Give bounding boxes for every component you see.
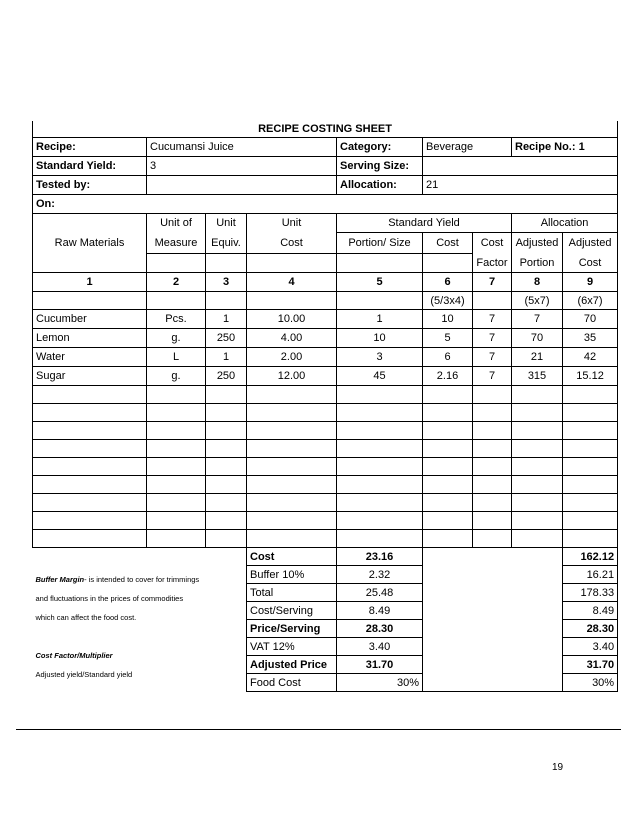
ingredient-item: Sugar xyxy=(33,367,147,386)
serving-size-label: Serving Size: xyxy=(337,157,423,176)
cost-header: Cost xyxy=(423,233,473,254)
summary-label: Adjusted Price xyxy=(247,656,337,674)
summary-label: Cost xyxy=(247,548,337,566)
ingredient-equiv: 1 xyxy=(206,310,247,329)
buffer-margin-title: Buffer Margin xyxy=(35,575,85,584)
tested-by-value xyxy=(147,176,337,195)
ingredient-measure: g. xyxy=(147,367,206,386)
buffer-margin-text: - is intended to cover for trimmings xyxy=(84,575,200,584)
formula-col8: (5x7) xyxy=(512,292,563,310)
ingredient-unit-cost: 4.00 xyxy=(247,329,337,348)
ingredient-adj-portion: 21 xyxy=(512,348,563,367)
formula-row xyxy=(33,292,618,310)
summary-label: Buffer 10% xyxy=(247,566,337,584)
ingredient-portion: 1 xyxy=(337,310,423,329)
adjusted-cost-header-bottom: Cost xyxy=(563,254,618,273)
raw-materials-header: Raw Materials xyxy=(33,214,147,273)
ingredient-measure: L xyxy=(147,348,206,367)
summary-allocation-value: 178.33 xyxy=(563,584,618,602)
equiv-header: Equiv. xyxy=(206,233,247,254)
on-label: On: xyxy=(33,195,618,214)
category-label: Category: xyxy=(337,138,423,157)
ingredient-row xyxy=(33,367,618,386)
empty-row xyxy=(33,422,618,440)
unit-cost-header-bottom: Cost xyxy=(247,233,337,254)
measure-header: Measure xyxy=(147,233,206,254)
empty-row xyxy=(33,494,618,512)
ingredient-cost: 2.16 xyxy=(423,367,473,386)
recipe-value: Cucumansi Juice xyxy=(147,138,337,157)
cost-factor-header-top: Cost xyxy=(473,233,512,254)
col-number: 2 xyxy=(147,273,206,292)
ingredient-row xyxy=(33,329,618,348)
category-value: Beverage xyxy=(423,138,512,157)
unit-header: Unit xyxy=(206,214,247,233)
empty-row xyxy=(33,530,618,548)
ingredient-adj-portion: 315 xyxy=(512,367,563,386)
cost-factor-text: Adjusted yield/Standard yield xyxy=(35,670,133,679)
ingredient-unit-cost: 12.00 xyxy=(247,367,337,386)
ingredient-adj-cost: 15.12 xyxy=(563,367,618,386)
allocation-header: Allocation xyxy=(512,214,618,233)
formula-col6: (5/3x4) xyxy=(423,292,473,310)
summary-allocation-value: 8.49 xyxy=(563,602,618,620)
col-number: 3 xyxy=(206,273,247,292)
summary-label: Cost/Serving xyxy=(247,602,337,620)
ingredient-unit-cost: 10.00 xyxy=(247,310,337,329)
ingredient-item: Water xyxy=(33,348,147,367)
col-number: 5 xyxy=(337,273,423,292)
ingredient-adj-cost: 35 xyxy=(563,329,618,348)
allocation-value: 21 xyxy=(423,176,618,195)
page-number: 19 xyxy=(552,762,564,773)
ingredient-factor: 7 xyxy=(473,310,512,329)
empty-row xyxy=(33,404,618,422)
col-number: 9 xyxy=(563,273,618,292)
standard-yield-label: Standard Yield: xyxy=(33,157,147,176)
ingredient-unit-cost: 2.00 xyxy=(247,348,337,367)
summary-label: Price/Serving xyxy=(247,620,337,638)
recipe-label: Recipe: xyxy=(33,138,147,157)
cost-factor-header-bottom: Factor xyxy=(473,254,512,273)
col-number: 8 xyxy=(512,273,563,292)
ingredient-factor: 7 xyxy=(473,329,512,348)
ingredient-portion: 45 xyxy=(337,367,423,386)
standard-yield-value: 3 xyxy=(147,157,337,176)
summary-allocation-value: 162.12 xyxy=(563,548,618,566)
ingredient-measure: g. xyxy=(147,329,206,348)
serving-size-value xyxy=(423,157,618,176)
ingredient-adj-portion: 70 xyxy=(512,329,563,348)
summary-label: VAT 12% xyxy=(247,638,337,656)
summary-standard-value: 3.40 xyxy=(337,638,423,656)
summary-standard-value: 8.49 xyxy=(337,602,423,620)
costing-table xyxy=(32,121,618,692)
summary-standard-value: 30% xyxy=(337,674,423,692)
bottom-rule xyxy=(16,729,621,730)
ingredient-adj-portion: 7 xyxy=(512,310,563,329)
formula-col9: (6x7) xyxy=(563,292,618,310)
adjusted-portion-header-bottom: Portion xyxy=(512,254,563,273)
col-number: 7 xyxy=(473,273,512,292)
col-number: 6 xyxy=(423,273,473,292)
ingredient-row xyxy=(33,310,618,329)
summary-standard-value: 25.48 xyxy=(337,584,423,602)
empty-row xyxy=(33,440,618,458)
ingredient-portion: 3 xyxy=(337,348,423,367)
ingredient-equiv: 250 xyxy=(206,367,247,386)
unit-of-header: Unit of xyxy=(147,214,206,233)
recipe-costing-sheet xyxy=(32,121,617,692)
ingredient-cost: 5 xyxy=(423,329,473,348)
ingredient-portion: 10 xyxy=(337,329,423,348)
summary-label: Food Cost xyxy=(247,674,337,692)
summary-allocation-value: 3.40 xyxy=(563,638,618,656)
cost-factor-title: Cost Factor/Multiplier xyxy=(35,651,113,660)
ingredient-item: Cucumber xyxy=(33,310,147,329)
summary-standard-value: 28.30 xyxy=(337,620,423,638)
summary-allocation-value: 31.70 xyxy=(563,656,618,674)
ingredient-adj-cost: 42 xyxy=(563,348,618,367)
ingredient-adj-cost: 70 xyxy=(563,310,618,329)
standard-yield-header: Standard Yield xyxy=(337,214,512,233)
summary-allocation-value: 30% xyxy=(563,674,618,692)
empty-row xyxy=(33,386,618,404)
summary-allocation-value: 28.30 xyxy=(563,620,618,638)
col-number: 4 xyxy=(247,273,337,292)
buffer-margin-text: and fluctuations in the prices of commodities xyxy=(35,594,184,603)
ingredient-measure: Pcs. xyxy=(147,310,206,329)
unit-cost-header-top: Unit xyxy=(247,214,337,233)
recipe-no-label: Recipe No.: 1 xyxy=(512,138,618,157)
ingredient-equiv: 250 xyxy=(206,329,247,348)
empty-row xyxy=(33,512,618,530)
col-number: 1 xyxy=(33,273,147,292)
ingredient-cost: 10 xyxy=(423,310,473,329)
summary-row xyxy=(33,548,618,566)
portion-size-header: Portion/ Size xyxy=(337,233,423,254)
summary-standard-value: 2.32 xyxy=(337,566,423,584)
ingredient-equiv: 1 xyxy=(206,348,247,367)
ingredient-row xyxy=(33,348,618,367)
buffer-margin-text: which can affect the food cost. xyxy=(35,613,137,622)
sheet-title: RECIPE COSTING SHEET xyxy=(33,121,618,138)
summary-standard-value: 31.70 xyxy=(337,656,423,674)
empty-row xyxy=(33,458,618,476)
summary-blank xyxy=(423,548,563,692)
ingredient-factor: 7 xyxy=(473,348,512,367)
notes-block xyxy=(33,548,247,692)
ingredient-cost: 6 xyxy=(423,348,473,367)
ingredient-item: Lemon xyxy=(33,329,147,348)
allocation-label: Allocation: xyxy=(337,176,423,195)
empty-row xyxy=(33,476,618,494)
ingredient-factor: 7 xyxy=(473,367,512,386)
column-number-row xyxy=(33,273,618,292)
summary-allocation-value: 16.21 xyxy=(563,566,618,584)
adjusted-cost-header-top: Adjusted xyxy=(563,233,618,254)
tested-by-label: Tested by: xyxy=(33,176,147,195)
summary-label: Total xyxy=(247,584,337,602)
summary-standard-value: 23.16 xyxy=(337,548,423,566)
adjusted-portion-header-top: Adjusted xyxy=(512,233,563,254)
